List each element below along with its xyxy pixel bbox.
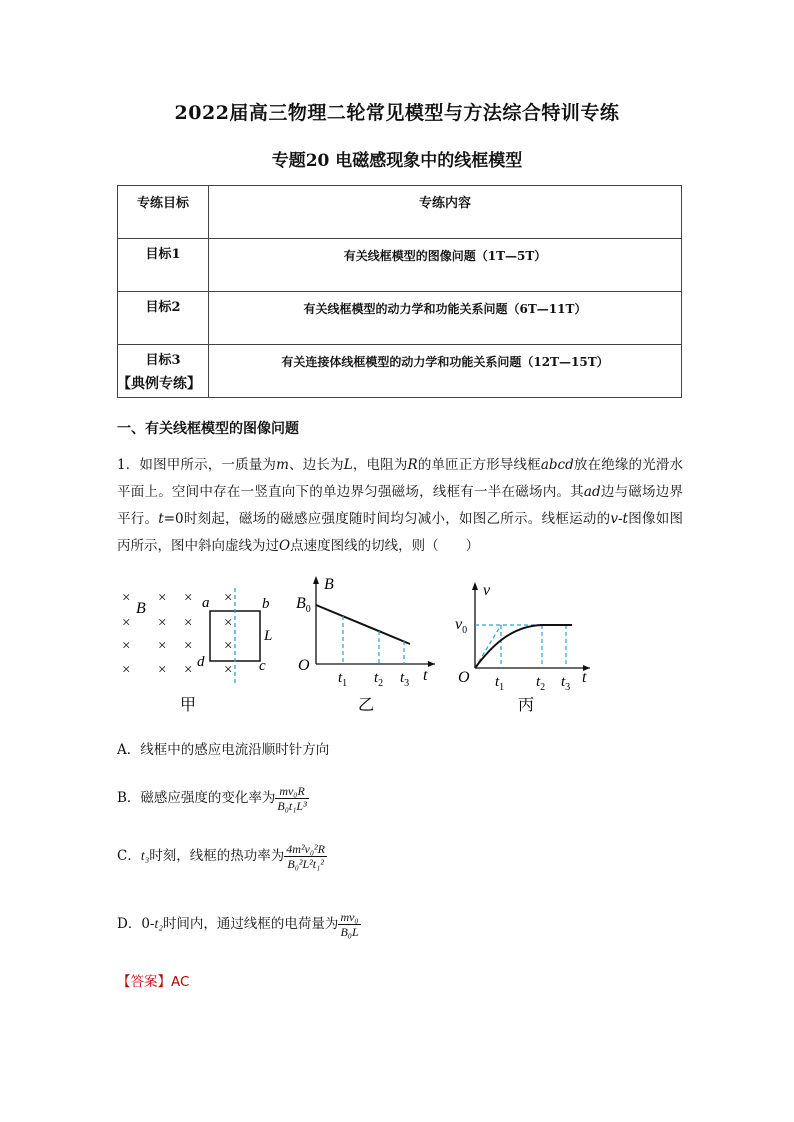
header-content: 专练内容	[209, 186, 682, 239]
goals-table	[117, 185, 682, 398]
var-L: L	[343, 457, 353, 473]
x-label: t	[582, 669, 587, 686]
cross-mark: ×	[158, 615, 167, 631]
q-text: 图像如图丙所示，图中斜向虚线为过	[117, 511, 684, 554]
t1-label: $t_1$	[495, 674, 505, 693]
v0-label: $v_0$	[455, 616, 468, 636]
q-text: 如图甲所示，一质量为	[139, 457, 277, 473]
q-text: 点速度图线的切线，则（ ）	[290, 538, 480, 554]
origin-label: O	[458, 669, 470, 686]
denominator: B₀L	[340, 925, 359, 939]
label-B: B	[136, 600, 146, 617]
question-number: 1．	[117, 457, 140, 473]
goal-cell: 目标3	[118, 345, 209, 398]
option-a[interactable]	[117, 738, 329, 758]
cross-mark: ×	[184, 590, 193, 606]
cross-mark: ×	[224, 638, 233, 654]
cross-mark: ×	[158, 662, 167, 678]
option-b[interactable]	[117, 784, 309, 813]
content-cell: 有关线框模型的动力学和功能关系问题（6T—11T）	[209, 292, 682, 345]
label-b: b	[262, 596, 270, 612]
cross-mark: ×	[224, 662, 233, 678]
header-goal: 专练目标	[118, 186, 209, 239]
q-text: ，电阻为	[352, 457, 408, 473]
x-label: t	[423, 667, 428, 684]
cross-mark: ×	[158, 590, 167, 606]
b-line	[316, 605, 410, 644]
option-text: 线框中的感应电流沿顺时针方向	[140, 742, 330, 758]
t2-label: $t_2$	[536, 674, 546, 693]
figure-yi	[290, 572, 440, 720]
caption-bing: 丙	[518, 697, 535, 714]
caption-yi: 乙	[358, 697, 375, 714]
q-text: =0时刻起，磁场的磁感应强度随时间均匀减小，如图乙所示。线框运动的	[163, 511, 611, 527]
option-pre: 0-	[141, 916, 155, 932]
denominator: B₀²L²t₁²	[287, 857, 324, 871]
cross-mark: ×	[224, 590, 233, 606]
option-d[interactable]	[117, 910, 361, 939]
label-d: d	[197, 654, 205, 670]
var-t2: t₂	[154, 916, 163, 931]
q-text: 放在绝缘的光滑水平面上。空间中存在一竖直向下的单边界匀强磁场，线框有一半在磁场内。其	[117, 457, 684, 500]
fraction	[284, 842, 327, 871]
option-text: 时刻，线框的热功率为	[149, 848, 285, 864]
goal-cell: 目标2	[118, 292, 209, 345]
cross-mark: ×	[184, 638, 193, 654]
fraction	[275, 784, 308, 813]
goal-cell: 目标1	[118, 239, 209, 292]
label-c: c	[259, 658, 266, 674]
option-text: 磁感应强度的变化率为	[140, 790, 276, 806]
q-text: 边与磁场边界平行。	[117, 484, 684, 527]
caption-jia: 甲	[180, 697, 197, 714]
label-a: a	[202, 595, 210, 611]
var-m: m	[276, 457, 289, 473]
var-R: R	[407, 457, 418, 473]
option-c[interactable]	[117, 842, 327, 871]
section-label: 【典例专练】	[117, 376, 201, 392]
velocity-curve	[475, 625, 572, 668]
option-label: D．	[117, 916, 142, 932]
table-row	[118, 345, 682, 398]
answer-tag: 【答案】	[117, 974, 171, 990]
var-vt: v-t	[610, 511, 628, 527]
fraction	[338, 910, 360, 939]
t3-label: $t_3$	[561, 674, 571, 693]
cross-mark: ×	[122, 638, 131, 654]
y-label: B	[324, 576, 334, 593]
t3-label: $t_3$	[400, 670, 410, 689]
option-label: B．	[117, 790, 141, 806]
figure-bing	[450, 578, 600, 720]
y-axis-arrow	[313, 576, 319, 584]
option-label: C．	[117, 848, 141, 864]
option-label: A．	[117, 742, 141, 758]
y-axis-arrow	[472, 582, 478, 590]
var-abcd: abcd	[540, 457, 574, 473]
heading-image-problems: 一、有关线框模型的图像问题	[117, 421, 299, 437]
cross-mark: ×	[224, 615, 233, 631]
cross-mark: ×	[158, 638, 167, 654]
x-axis-arrow	[428, 661, 435, 667]
figure-jia	[110, 580, 280, 720]
cross-mark: ×	[122, 615, 131, 631]
numerator: 4m²v₀²R	[286, 842, 325, 856]
table-row	[118, 239, 682, 292]
question-1-text	[117, 452, 683, 560]
t2-label: $t_2$	[374, 670, 384, 689]
origin-label: O	[298, 657, 310, 674]
denominator: B₀t₁L³	[277, 799, 307, 813]
numerator: mv₀	[338, 910, 360, 925]
label-L: L	[264, 628, 273, 644]
content-cell: 有关线框模型的图像问题（1T—5T）	[209, 239, 682, 292]
var-t: t	[158, 511, 164, 527]
answer-line	[117, 970, 189, 990]
answer-value: AC	[171, 974, 190, 990]
q-text: 的单匝正方形导线框	[417, 457, 541, 473]
cross-mark: ×	[184, 662, 193, 678]
var-O: O	[279, 538, 291, 554]
cross-mark: ×	[122, 590, 131, 606]
cross-mark: ×	[184, 615, 193, 631]
table-header-row	[118, 186, 682, 239]
topic-subtitle: 专题20 电磁感现象中的线框模型	[271, 151, 523, 171]
b0-label: $B_0$	[296, 595, 311, 615]
q-text: 、边长为	[288, 457, 344, 473]
y-label: v	[483, 582, 491, 599]
numerator: mv₀R	[275, 784, 308, 799]
option-text: 时间内，通过线框的电荷量为	[162, 916, 339, 932]
table-row	[118, 292, 682, 345]
var-ad: ad	[583, 484, 601, 500]
cross-mark: ×	[122, 662, 131, 678]
var-t3: t₃	[140, 848, 150, 863]
document-title: 2022届高三物理二轮常见模型与方法综合特训专练	[174, 102, 620, 124]
content-cell: 有关连接体线框模型的动力学和功能关系问题（12T—15T）	[209, 345, 682, 398]
t1-label: $t_1$	[338, 670, 348, 689]
